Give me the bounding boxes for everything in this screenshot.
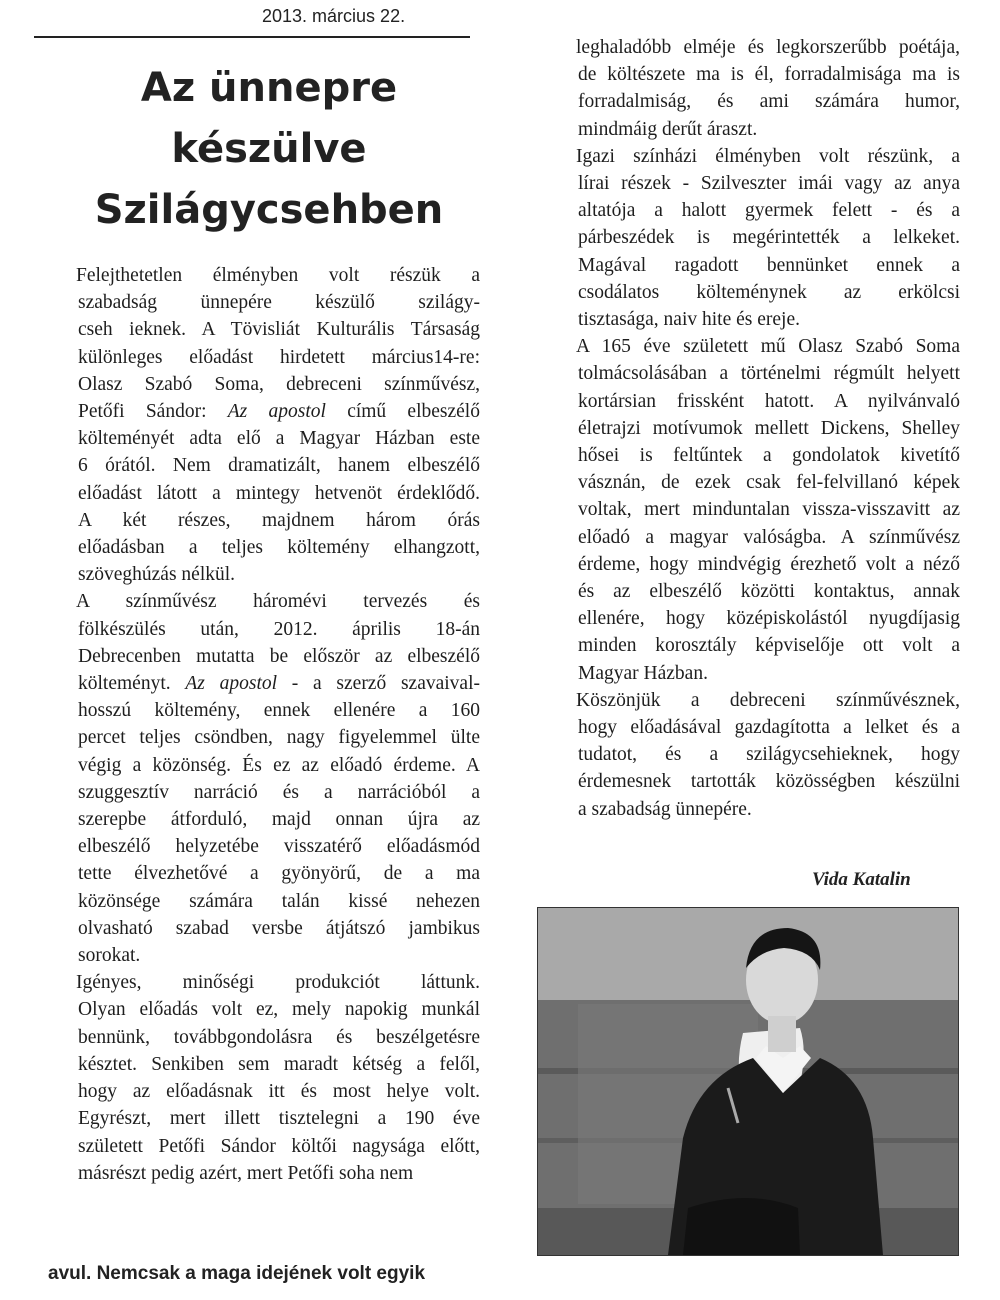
article-column-left	[40, 262, 480, 1187]
text-line: vásznán, de ezek csak fel-felvillanó képek	[578, 472, 960, 494]
text-line: tisztasága, naiv hite és ereje.	[578, 309, 800, 331]
paragraph	[40, 262, 480, 588]
text-line: mindmáig derűt áraszt.	[578, 118, 758, 140]
text-line: minden korosztály képviselője ott volt a	[578, 635, 960, 657]
poem-title: Az apostol	[227, 401, 326, 423]
text-line: fölkészülés után, 2012. április 18-án	[78, 618, 480, 640]
text-line: Magyar Házban.	[578, 662, 708, 684]
text-line: A 165 éve született mű Olasz Szabó Soma	[576, 336, 960, 358]
text-line: percet teljes csöndben, nagy figyelemmel ülte	[78, 727, 480, 749]
headline-line: Szilágycsehben	[94, 187, 444, 233]
poem-title: Az apostol	[185, 673, 278, 695]
text-line: szöveghúzás nélkül.	[78, 564, 236, 586]
text-line: és az elbeszélő közötti kontaktus, annak	[578, 581, 960, 603]
text-line: Igényes, minőségi produkciót láttunk.	[76, 972, 480, 994]
text-line: tudatot, és a szilágycsehieknek, hogy	[578, 744, 960, 766]
paragraph	[40, 588, 480, 969]
text-line: közönsége számára talán kissé nehezen	[78, 890, 480, 912]
text-line: cseh ieknek. A Tövisliát Kulturális Társaság	[78, 319, 480, 341]
text-line: késztet. Senkiben sem maradt kétség a felől,	[78, 1053, 480, 1075]
text-line: altatója a halott gyermek felett - és a	[578, 200, 960, 222]
text-line: kortársian frissként hatott. A nyilvánvaló	[578, 390, 960, 412]
text-line: forradalmiság, és ami számára humor,	[578, 91, 960, 113]
text-line: Debrecenben mutatta be először az elbeszélő	[78, 645, 480, 667]
paragraph	[40, 969, 480, 1187]
overflow-text-line: avul. Nemcsak a maga idejének volt egyik	[48, 1263, 426, 1284]
text-line: A két részes, majdnem három órás	[78, 509, 480, 531]
headline-line: Az ünnepre	[140, 65, 398, 111]
date-line: 2013. március 22.	[262, 6, 406, 26]
text-line: Magával ragadott bennünket ennek a	[578, 254, 960, 276]
text-line: szabadság ünnepére készülő szilágy-	[78, 292, 480, 314]
text-line: végig a közönség. És ez az előadó érdeme. A	[78, 754, 480, 776]
article-photo	[537, 907, 959, 1256]
text-line: született Petőfi Sándor költői nagysága előtt,	[78, 1135, 480, 1157]
text-line: előadásban a teljes költemény elhangzott,	[78, 537, 480, 559]
text-line: Olasz Szabó Soma, debreceni színművész,	[78, 373, 480, 395]
date-rule	[34, 36, 470, 38]
paragraph	[540, 687, 960, 823]
text-line: szerepbe átforduló, majd onnan újra az	[78, 809, 480, 831]
text-line: életrajzi motívumok mellett Dickens, Shelley	[578, 417, 960, 439]
text-line: ellenére, hogy középiskolástól nyugdíjasig	[578, 608, 960, 630]
text-line: szuggesztív narráció és a narrációból a	[78, 781, 480, 803]
text-line: Egyrészt, mert illett tisztelegni a 190 éve	[78, 1108, 480, 1130]
text-line: sorokat.	[78, 945, 141, 967]
article-column-right	[540, 34, 960, 823]
text-line: hosszú költemény, ennek ellenére a 160	[78, 700, 480, 722]
text-line: a szabadság ünnepére.	[578, 798, 752, 820]
text-line: A színművész háromévi tervezés és	[76, 591, 480, 613]
text-line: tette élvezhetővé a gyönyörű, de a ma	[78, 863, 480, 885]
headline	[34, 58, 504, 241]
text-line: Igazi színházi élményben volt részünk, a	[576, 145, 960, 167]
text-line: előadást látott a mintegy hetvenöt érdeklődő.	[78, 482, 480, 504]
text-line: hogy az előadásnak itt és most helye volt.	[78, 1081, 480, 1103]
text-line: voltak, mert minduntalan vissza-visszavitt az	[578, 499, 960, 521]
text-line: előadó a magyar valóságba. A színművész	[578, 526, 960, 548]
text-line: költeményét adta elő a Magyar Házban este	[78, 428, 480, 450]
text-line: 6 órától. Nem dramatizált, hanem elbeszélő	[78, 455, 480, 477]
text-line: érdeme, hogy mindvégig érezhető volt a néző	[578, 553, 960, 575]
text-line: tolmácsolásában a történelmi régmúlt helyett	[578, 363, 960, 385]
text-line: csodálatos költeménynek az erkölcsi	[578, 281, 960, 303]
paragraph	[540, 34, 960, 143]
photo-of-actor	[538, 908, 958, 1255]
text-line: olvasható szabad versbe átjátszó jambikus	[78, 917, 480, 939]
text-line: Felejthetetlen élményben volt részük a	[76, 265, 480, 286]
text-line: leghaladóbb elméje és legkorszerűbb poétája,	[576, 37, 960, 58]
text-line: hogy előadásával gazdagította a lelket és a	[578, 717, 960, 739]
headline-line: készülve	[171, 126, 367, 172]
text-line: különleges előadást hirdetett március14-re:	[78, 346, 480, 368]
text-line: elbeszélő helyzetébe visszatérő előadásmód	[78, 836, 480, 858]
paragraph	[540, 143, 960, 333]
text-line: érdemesnek tartották közösségben készülni	[578, 771, 960, 793]
text-line: Köszönjük a debreceni színművésznek,	[576, 689, 960, 711]
text-line: de költészete ma is él, forradalmisága ma is	[578, 64, 960, 86]
text-line: lírai részek - Szilveszter imái vagy az anya	[578, 173, 960, 195]
text-line: másrészt pedig azért, mert Petőfi soha nem	[78, 1162, 414, 1184]
text-line: költeményt. Az apostol - a szerző szavaival-	[78, 673, 480, 695]
text-line: bennünk, továbbgondolásra és beszélgetésre	[78, 1026, 480, 1048]
text-line: Olyan előadás volt ez, mely napokig munkál	[78, 999, 480, 1021]
paragraph	[540, 333, 960, 687]
text-line: Petőfi Sándor: Az apostol című elbeszélő	[78, 401, 480, 423]
text-line: hősei is feltűntek a gondolatok kivetítő	[578, 445, 960, 467]
author-signature: Vida Katalin	[812, 869, 911, 890]
text-line: párbeszédek is megérintették a lelkeket.	[578, 227, 960, 249]
